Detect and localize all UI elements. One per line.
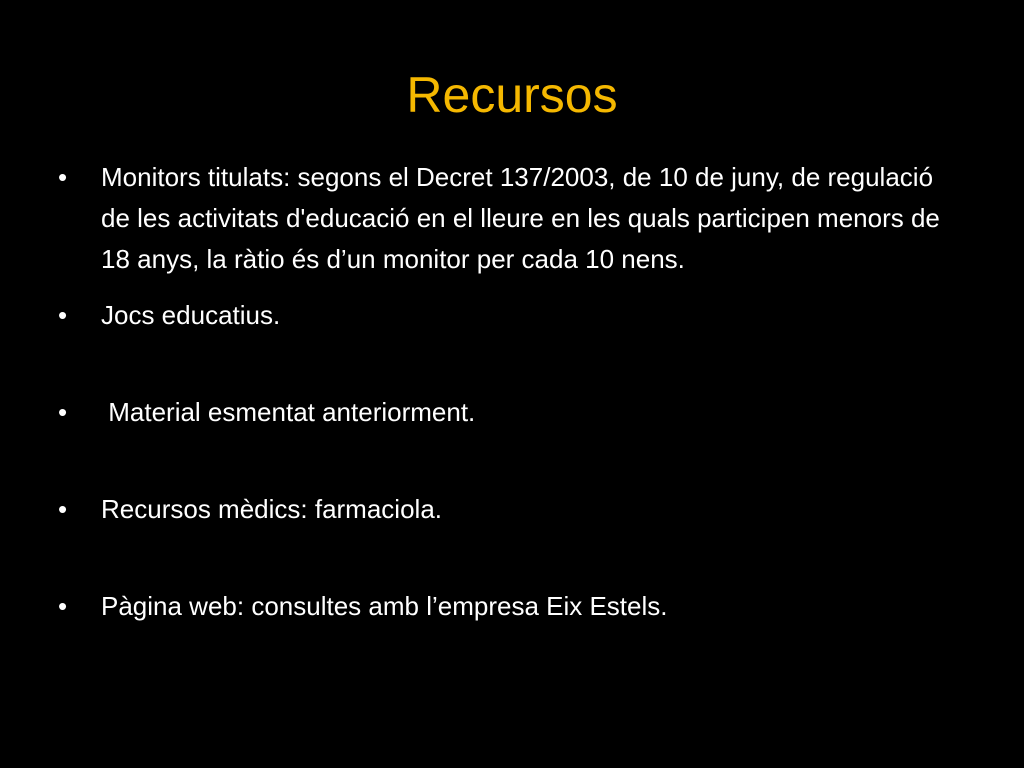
bullet-text: Monitors titulats: segons el Decret 137/2003, de 10 de juny, de regulació de les activitats d'educació en el lleure en les quals participen menors de 18 anys, la ràtio és d’un monitor per cada 10 nens.	[101, 162, 948, 274]
bullet-icon: •	[58, 591, 68, 621]
bullet-item-recursos-medics	[58, 489, 958, 530]
bullet-icon: •	[58, 300, 68, 330]
bullet-list	[58, 157, 958, 627]
bullet-item-pagina-web	[58, 586, 958, 627]
bullet-item-jocs	[58, 295, 958, 336]
bullet-item-material	[58, 392, 958, 433]
slide-title: Recursos	[406, 67, 618, 123]
bullet-text: Material esmentat anteriorment.	[101, 397, 476, 427]
bullet-text: Jocs educatius.	[101, 300, 281, 330]
bullet-text: Pàgina web: consultes amb l’empresa Eix Estels.	[101, 591, 668, 621]
bullet-text: Recursos mèdics: farmaciola.	[101, 494, 442, 524]
bullet-item-monitors	[58, 157, 958, 280]
bullet-icon: •	[58, 162, 68, 192]
bullet-icon: •	[58, 494, 68, 524]
bullet-icon: •	[58, 397, 68, 427]
